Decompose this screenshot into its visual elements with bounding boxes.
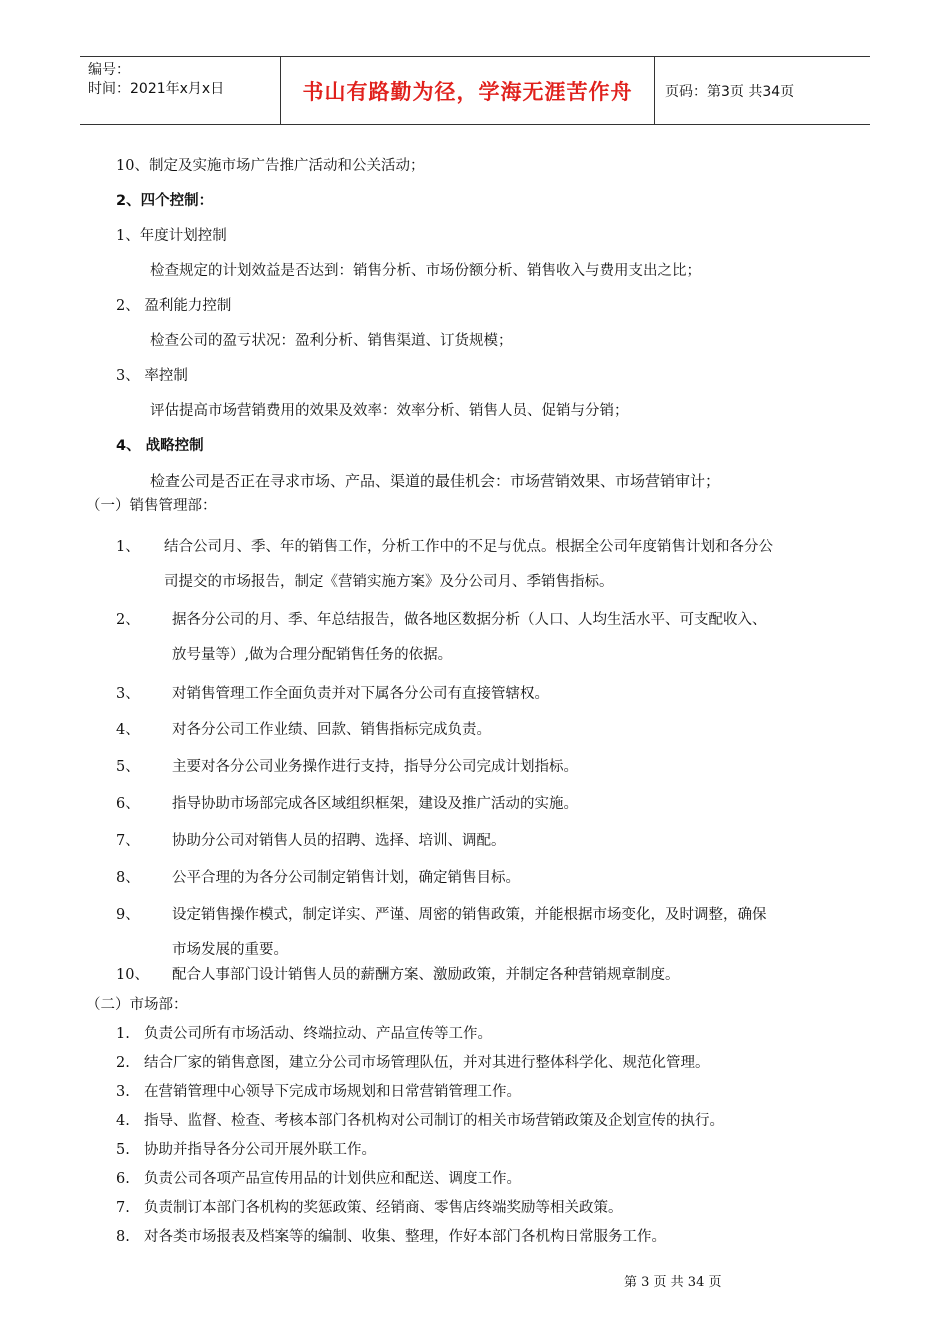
text-line: 检查公司是否正在寻求市场、产品、渠道的最佳机会：市场营销效果、市场营销审计； bbox=[150, 472, 721, 490]
list-item-cont: 放号量等）,做为合理分配销售任务的依据。 bbox=[172, 647, 453, 663]
list-item-cont: 市场发展的重要。 bbox=[172, 942, 288, 958]
list-item: 负责公司所有市场活动、终端拉动、产品宣传等工作。 bbox=[144, 1026, 492, 1042]
list-number: 8、 bbox=[116, 870, 140, 886]
list-item: 结合公司月、季、年的销售工作，分析工作中的不足与优点。根据全公司年度销售计划和各分公 bbox=[164, 539, 773, 555]
page-header bbox=[80, 56, 870, 125]
list-item: 协助分公司对销售人员的招聘、选择、培训、调配。 bbox=[172, 833, 506, 849]
list-number: 7. bbox=[116, 1200, 130, 1216]
list-number: 4. bbox=[116, 1113, 130, 1129]
list-number: 3、 bbox=[116, 686, 140, 702]
list-number: 8. bbox=[116, 1229, 130, 1245]
doc-number-label: 编号： bbox=[88, 62, 130, 78]
list-item: 配合人事部门设计销售人员的薪酬方案、激励政策，并制定各种营销规章制度。 bbox=[172, 967, 680, 983]
text-line: 10、制定及实施市场广告推广活动和公关活动； bbox=[116, 158, 425, 174]
section-heading: （一）销售管理部： bbox=[86, 498, 217, 514]
list-item: 对各分公司工作业绩、回款、销售指标完成负责。 bbox=[172, 722, 491, 738]
list-number: 4、 bbox=[116, 722, 140, 738]
text-line: 1、年度计划控制 bbox=[116, 228, 227, 244]
list-number: 5. bbox=[116, 1142, 130, 1158]
list-item: 对销售管理工作全面负责并对下属各分公司有直接管辖权。 bbox=[172, 686, 549, 702]
list-number: 5、 bbox=[116, 759, 140, 775]
list-item: 指导、监督、检查、考核本部门各机构对公司制订的相关市场营销政策及企划宣传的执行。 bbox=[144, 1113, 724, 1129]
list-number: 1. bbox=[116, 1026, 130, 1042]
list-item: 主要对各分公司业务操作进行支持，指导分公司完成计划指标。 bbox=[172, 759, 578, 775]
section-heading: （二）市场部： bbox=[86, 997, 188, 1013]
section-heading: 4、 战略控制 bbox=[116, 438, 204, 454]
text-line: 评估提高市场营销费用的效果及效率：效率分析、销售人员、促销与分销； bbox=[150, 403, 629, 419]
text-line: 2、 盈利能力控制 bbox=[116, 298, 232, 314]
doc-time-label: 时间：2021年x月x日 bbox=[88, 81, 225, 97]
list-number: 9、 bbox=[116, 907, 140, 923]
list-item-cont: 司提交的市场报告，制定《营销实施方案》及分公司月、季销售指标。 bbox=[164, 574, 614, 590]
list-item: 设定销售操作模式，制定详实、严谨、周密的销售政策，并能根据市场变化，及时调整，确保 bbox=[172, 907, 767, 923]
list-number: 7、 bbox=[116, 833, 140, 849]
header-motto: 书山有路勤为径，学海无涯苦作舟 bbox=[281, 57, 655, 124]
list-item: 对各类市场报表及档案等的编制、收集、整理，作好本部门各机构日常服务工作。 bbox=[144, 1229, 666, 1245]
list-item: 指导协助市场部完成各区域组织框架，建设及推广活动的实施。 bbox=[172, 796, 578, 812]
list-item: 公平合理的为各分公司制定销售计划，确定销售目标。 bbox=[172, 870, 520, 886]
list-number: 1、 bbox=[116, 539, 140, 555]
list-item: 在营销管理中心领导下完成市场规划和日常营销管理工作。 bbox=[144, 1084, 521, 1100]
text-line: 3、 率控制 bbox=[116, 368, 188, 384]
list-number: 6. bbox=[116, 1171, 130, 1187]
page-footer: 第 3 页 共 34 页 bbox=[624, 1275, 722, 1290]
header-page-code: 页码：第3页 共34页 bbox=[665, 83, 795, 100]
header-meta bbox=[80, 57, 281, 124]
list-number: 10、 bbox=[116, 967, 149, 983]
list-number: 3. bbox=[116, 1084, 130, 1100]
list-item: 负责制订本部门各机构的奖惩政策、经销商、零售店终端奖励等相关政策。 bbox=[144, 1200, 623, 1216]
list-item: 据各分公司的月、季、年总结报告，做各地区数据分析（人口、人均生活水平、可支配收入、 bbox=[172, 612, 767, 628]
text-line: 检查公司的盈亏状况：盈利分析、销售渠道、订货规模； bbox=[150, 333, 513, 349]
list-number: 2. bbox=[116, 1055, 130, 1071]
text-line: 检查规定的计划效益是否达到：销售分析、市场份额分析、销售收入与费用支出之比； bbox=[150, 263, 701, 279]
list-number: 2、 bbox=[116, 612, 140, 628]
section-heading: 2、四个控制： bbox=[116, 193, 214, 209]
list-item: 结合厂家的销售意图，建立分公司市场管理队伍，并对其进行整体科学化、规范化管理。 bbox=[144, 1055, 710, 1071]
list-number: 6、 bbox=[116, 796, 140, 812]
list-item: 负责公司各项产品宣传用品的计划供应和配送、调度工作。 bbox=[144, 1171, 521, 1187]
list-item: 协助并指导各分公司开展外联工作。 bbox=[144, 1142, 376, 1158]
